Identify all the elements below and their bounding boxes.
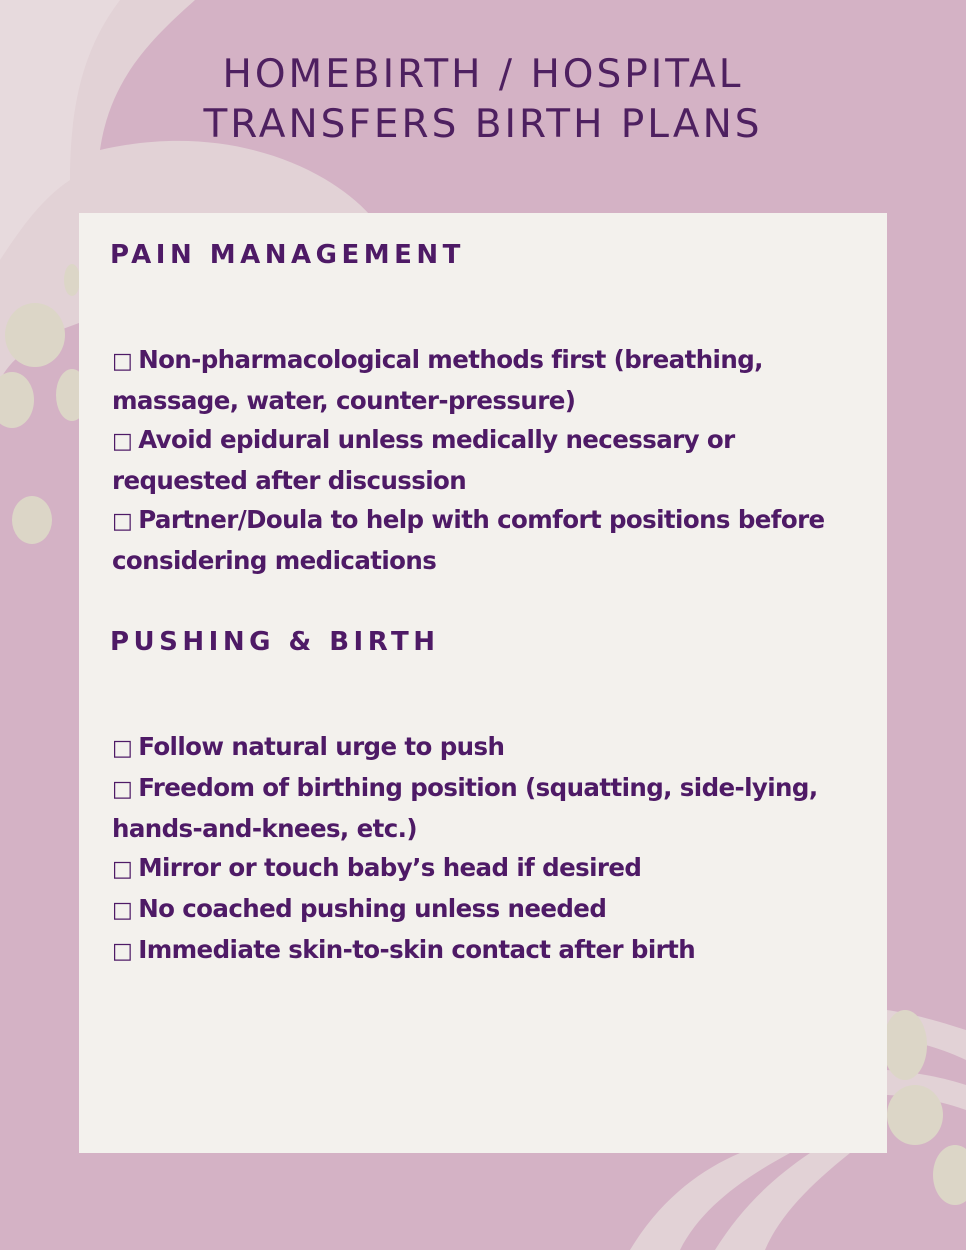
decor-dot	[64, 264, 80, 296]
decor-dot	[5, 303, 65, 367]
decor-dot	[933, 1145, 966, 1205]
birth-plan-card	[79, 213, 887, 1153]
checklist-item-text: Non-pharmacological methods first (breathing, massage, water, counter-pressure)	[112, 345, 763, 415]
checklist-item-text: No coached pushing unless needed	[138, 894, 607, 923]
checklist-item-text: Follow natural urge to push	[138, 732, 505, 761]
checklist-item-text: Avoid epidural unless medically necessary or requested after discussion	[112, 425, 735, 495]
decor-dot	[12, 496, 52, 544]
section-heading-pushing-birth: PUSHING & BIRTH	[110, 627, 440, 657]
pain-management-list	[112, 340, 872, 580]
checkbox-icon[interactable]: □	[112, 777, 133, 802]
checkbox-icon[interactable]: □	[112, 857, 133, 882]
decor-dot	[0, 372, 34, 428]
checklist-item	[112, 768, 872, 848]
checkbox-icon[interactable]: □	[112, 939, 133, 964]
decor-dot	[887, 1085, 943, 1145]
checklist-item	[112, 727, 872, 768]
checklist-item	[112, 930, 872, 971]
title-line-2: TRANSFERS BIRTH PLANS	[203, 102, 763, 147]
page-title	[0, 50, 966, 150]
checklist-item	[112, 848, 872, 889]
section-heading-pain-management: PAIN MANAGEMENT	[110, 240, 465, 270]
pushing-birth-list	[112, 727, 872, 971]
checkbox-icon[interactable]: □	[112, 736, 133, 761]
checklist-item	[112, 500, 872, 580]
checklist-item-text: Partner/Doula to help with comfort positions before considering medications	[112, 505, 825, 575]
checklist-item-text: Immediate skin-to-skin contact after birth	[138, 935, 696, 964]
checklist-item-text: Freedom of birthing position (squatting, side-lying, hands-and-knees, etc.)	[112, 773, 818, 843]
checklist-item	[112, 889, 872, 930]
checklist-item	[112, 340, 872, 420]
checkbox-icon[interactable]: □	[112, 509, 133, 534]
checkbox-icon[interactable]: □	[112, 349, 133, 374]
checklist-item-text: Mirror or touch baby’s head if desired	[138, 853, 642, 882]
checkbox-icon[interactable]: □	[112, 429, 133, 454]
checklist-item	[112, 420, 872, 500]
title-line-1: HOMEBIRTH / HOSPITAL	[222, 52, 744, 97]
checkbox-icon[interactable]: □	[112, 898, 133, 923]
decor-dot	[883, 1010, 927, 1080]
